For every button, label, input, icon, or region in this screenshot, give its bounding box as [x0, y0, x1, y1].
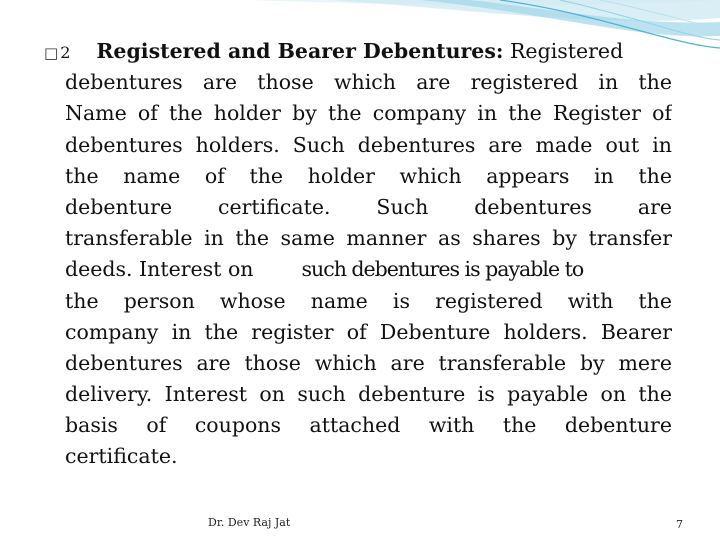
- slide-first-line: [44, 36, 672, 67]
- page-number: 7: [676, 518, 683, 531]
- body-line: transferable in the same manner as shares by transfer: [65, 226, 672, 251]
- slide-body: [44, 36, 672, 473]
- body-line: debenture certificate. Such debentures are: [65, 194, 672, 219]
- first-line-text: Registered: [510, 39, 624, 63]
- body-line-start: deeds. Interest on: [65, 257, 254, 282]
- body-line: the name of the holder which appears in the: [65, 163, 672, 188]
- body-line-mixed: [44, 254, 672, 285]
- body-line: Name of the holder by the company in the Register of: [65, 101, 672, 126]
- body-line-compressed: such debentures is payable to: [301, 257, 584, 282]
- body-line: company in the register of Debenture holders. Bearer: [65, 319, 672, 344]
- body-line: debentures are those which are transferable by mere: [65, 350, 672, 375]
- body-line-last: certificate.: [65, 444, 178, 469]
- body-line: the person whose name is registered with the: [65, 288, 672, 313]
- body-line: delivery. Interest on such debenture is payable on the: [65, 382, 672, 407]
- slide-heading: Registered and Bearer Debentures:: [96, 39, 504, 63]
- item-number: 2: [60, 43, 71, 62]
- footer-author: Dr. Dev Raj Jat: [208, 516, 291, 529]
- body-line: debentures are those which are registered in the: [65, 70, 672, 95]
- body-line: basis of coupons attached with the debenture: [65, 413, 672, 438]
- body-line: debentures holders. Such debentures are made out in: [65, 132, 672, 157]
- bullet-square-icon: □: [44, 44, 59, 62]
